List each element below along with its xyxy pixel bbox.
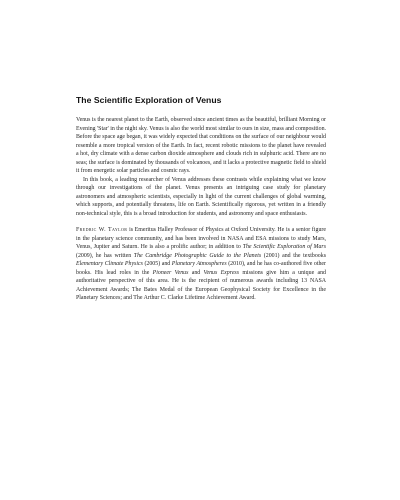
blurb-paragraph-1: Venus is the nearest planet to the Earth, observed since ancient times as the beautiful, brilliant Morning or Evening 'Star' in the night sky. Venus is also the world most similar to ours in size, mass and composition. Before the space age began, it was widely expected that conditions on the surface of our neighbour would resemble a more tropical version of the Earth. In fact, recent robotic missions to the planet have revealed a hot, dry climate with a dense carbon dioxide atmosphere and clouds rich in sulphuric acid. There are no seas; the surface is dominated by thousands of volcanoes, and it lacks a protective magnetic field to shield it from energetic solar particles and cosmic rays. [76,117,326,174]
bio-text-1: is Emeritus Halley Professor of Physics at Oxford University. He is a senior figure in the planetary science community, and has been involved in NASA and ESA missions to study Mars, Venus, Jupiter and Saturn. He is also a prolific author; in addition to [76,227,326,250]
author-name: Fredric W. Taylor [76,227,128,233]
book-title: The Scientific Exploration of Venus [76,95,222,105]
book-title-climate-physics: Elementary Climate Physics [76,261,143,267]
book-title-planetary-atmospheres: Planetary Atmospheres [171,261,227,267]
blurb-paragraph-2: In this book, a leading researcher of Venus addresses these contrasts while explaining what we know through our investigations of the planet. Venus presents an intriguing case study for planetary astronomers and atmospheric scientists, especially in light of the current challenges of global warming, which supports, and potentially threatens, life on Earth. Scientifically rigorous, yet written in a friendly non-technical style, this is a broad introduction for students, and astronomy and space enthusiasts. [76,176,326,217]
bio-text-2: (2009), he has written [76,252,134,259]
bio-text-5: (2010), and he has co-authored five other books. His lead roles in the [76,261,326,276]
mission-venus-express: Venus Express [203,269,240,276]
bio-text-6: and [188,269,204,276]
bio-text-7: missions give him a unique and authoritative perspective of this area. He is the recipient of numerous awards including 13 NASA Achievement Awards; The Bates Medal of the European Geophysical Society for Excellence in the Planetary Sciences; and The Arthur C. Clarke Lifetime Achievement Award. [76,269,327,301]
author-bio-paragraph [76,226,326,303]
bio-text-3: (2001) and the textbooks [261,252,326,259]
book-title-planets-guide: The Cambridge Photographic Guide to the Planets [133,252,262,259]
book-title-mars: The Scientific Exploration of Mars [242,244,326,250]
section-spacer [76,218,326,226]
page-content [76,95,326,303]
mission-pioneer-venus: Pioneer Venus [152,269,189,276]
bio-text-4: (2005) and [142,261,172,267]
